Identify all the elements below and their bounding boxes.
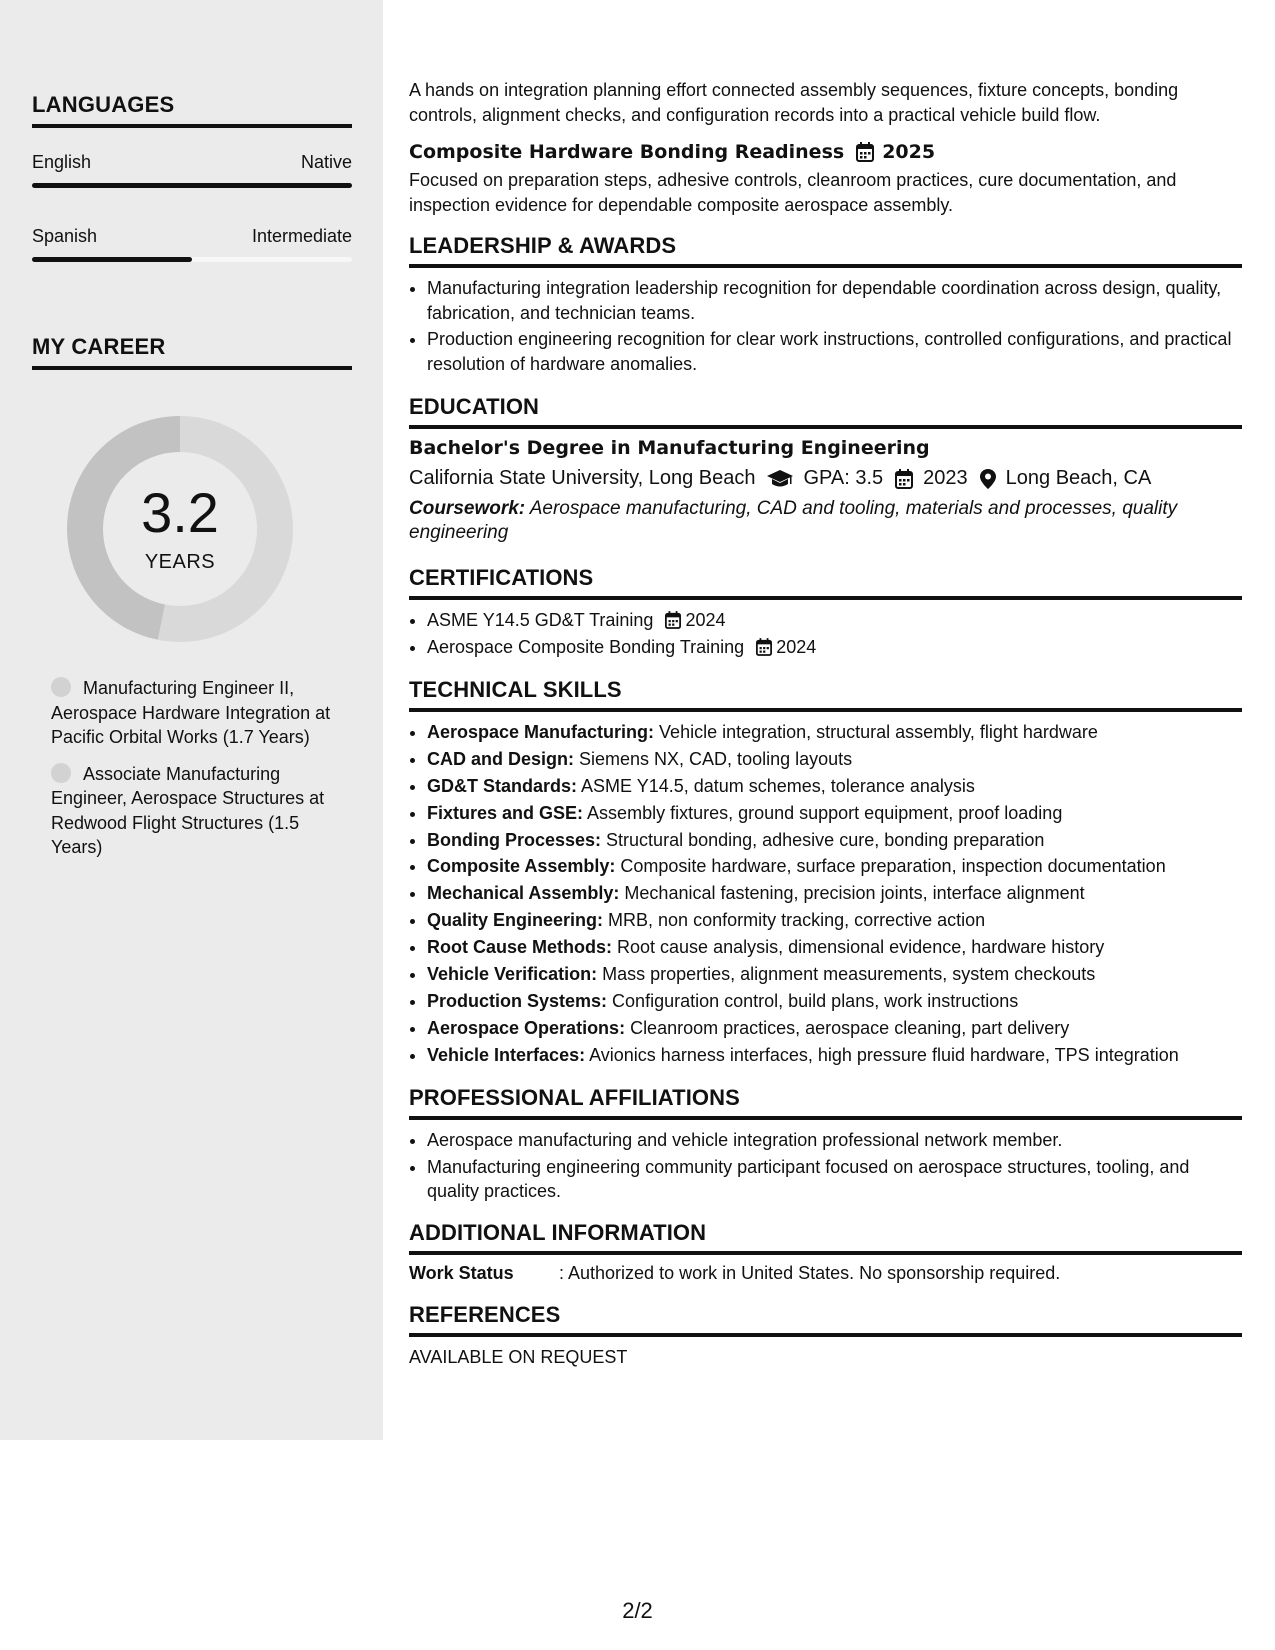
list-item: [427, 854, 1242, 879]
calendar-icon: [756, 638, 772, 656]
list-item: [427, 828, 1242, 853]
education-location: Long Beach, CA: [1005, 467, 1152, 489]
language-proficiency-bar: [32, 183, 352, 188]
education-details: [409, 467, 1242, 490]
career-list: [51, 676, 331, 872]
skill-value: ASME Y14.5, datum schemes, tolerance analysis: [577, 775, 975, 796]
certification-name: ASME Y14.5 GD&T Training: [427, 610, 654, 630]
education-year: 2023: [923, 467, 968, 489]
languages-section: [32, 92, 352, 262]
language-name: Spanish: [32, 226, 98, 246]
project-title-row: [409, 141, 1242, 163]
coursework-label: Coursework:: [409, 498, 526, 519]
list-item: [427, 635, 1242, 660]
list-item: [427, 881, 1242, 906]
leadership-list: [409, 276, 1242, 376]
skill-value: Vehicle integration, structural assembly, flight hardware: [654, 722, 1098, 742]
certifications-list: [409, 608, 1242, 659]
list-item: [427, 908, 1242, 933]
skill-label: Vehicle Verification:: [427, 964, 598, 985]
career-total-unit: YEARS: [144, 551, 216, 573]
list-item: • Production engineering recognition for clear work instructions, controlled configurations, and practical resolution of hardware anomalies.: [427, 327, 1242, 376]
skill-value: Composite hardware, surface preparation, inspection documentation: [615, 856, 1166, 877]
skill-label: Aerospace Manufacturing:: [427, 722, 655, 742]
calendar-icon: [856, 142, 874, 162]
skill-value: Cleanroom practices, aerospace cleaning, part delivery: [625, 1017, 1070, 1038]
work-status-value: : Authorized to work in United States. No sponsorship required.: [559, 1262, 1061, 1283]
page-number: 2/2: [622, 1598, 653, 1623]
career-donut-chart: [66, 415, 294, 643]
career-total-value: 3.2: [141, 481, 219, 544]
list-item: [427, 608, 1242, 633]
references-text: AVAILABLE ON REQUEST: [409, 1346, 628, 1367]
career-item-text: Manufacturing Engineer II, Aerospace Hardware Integration at Pacific Orbital Works (1.7 Years): [51, 678, 331, 747]
skill-label: Quality Engineering:: [427, 910, 604, 931]
project-intro-text: A hands on integration planning effort connected assembly sequences, fixture concepts, bonding controls, alignment checks, and configuration records into a practical vehicle build flow.: [409, 80, 1179, 125]
skill-label: CAD and Design:: [427, 748, 575, 769]
certification-year: 2024: [685, 610, 726, 630]
list-item: [427, 1043, 1242, 1068]
sidebar: [0, 0, 383, 1440]
education-gpa: GPA: 3.5: [803, 467, 884, 489]
skills-heading: TECHNICAL SKILLS: [409, 677, 1242, 712]
languages-heading: LANGUAGES: [32, 92, 352, 128]
skill-value: MRB, non conformity tracking, corrective action: [603, 910, 986, 931]
career-section: [32, 334, 352, 370]
coursework-text: Aerospace manufacturing, CAD and tooling, materials and processes, quality engineering: [409, 498, 1178, 543]
career-item: [51, 676, 331, 750]
list-item: [427, 720, 1242, 745]
skill-value: Mechanical fastening, precision joints, interface alignment: [619, 883, 1085, 904]
certification-name: Aerospace Composite Bonding Training: [427, 636, 745, 657]
project-description: Focused on preparation steps, adhesive controls, cleanroom practices, cure documentation, and inspection evidence for dependable composite aerospace assembly.: [409, 170, 1177, 215]
list-item: • Aerospace manufacturing and vehicle integration professional network member.: [427, 1128, 1242, 1153]
language-item: [32, 152, 352, 188]
leadership-heading: LEADERSHIP & AWARDS: [409, 233, 1242, 268]
language-level: Intermediate: [251, 226, 352, 246]
skill-label: Fixtures and GSE:: [427, 802, 584, 823]
skill-label: Bonding Processes:: [427, 829, 602, 850]
list-item: • Manufacturing engineering community participant focused on aerospace structures, tooling, and quality practices.: [427, 1155, 1242, 1204]
education-coursework: [409, 497, 1242, 545]
education-school: California State University, Long Beach: [409, 467, 756, 489]
language-proficiency-bar: [32, 257, 352, 262]
work-status-label: Work Status: [409, 1262, 514, 1283]
skill-label: Root Cause Methods:: [427, 937, 613, 958]
skill-label: Production Systems:: [427, 990, 608, 1011]
additional-info-heading: ADDITIONAL INFORMATION: [409, 1220, 1242, 1255]
language-item: [32, 226, 352, 262]
project-year: 2025: [882, 141, 936, 163]
list-item: • Manufacturing integration leadership recognition for dependable coordination across design, quality, fabrication, and technician teams.: [427, 276, 1242, 325]
list-item: [427, 935, 1242, 960]
skill-value: Mass properties, alignment measurements, system checkouts: [597, 964, 1096, 985]
main-content: [409, 78, 1242, 1369]
career-heading: MY CAREER: [32, 334, 352, 370]
skill-value: Configuration control, build plans, work instructions: [607, 990, 1019, 1011]
affiliations-list: [409, 1128, 1242, 1204]
list-item: [427, 962, 1242, 987]
location-pin-icon: [980, 469, 996, 489]
career-dot-icon: [51, 677, 71, 697]
references-heading: REFERENCES: [409, 1302, 1242, 1337]
list-item: [427, 747, 1242, 772]
education-degree: Bachelor's Degree in Manufacturing Engineering: [409, 437, 930, 459]
education-heading: EDUCATION: [409, 394, 1242, 429]
language-proficiency-fill: [32, 183, 352, 188]
language-proficiency-fill: [32, 257, 192, 262]
career-item: [51, 762, 331, 860]
career-item-text: Associate Manufacturing Engineer, Aerospace Structures at Redwood Flight Structures (1.5 Years): [51, 763, 325, 857]
skill-label: GD&T Standards:: [427, 775, 578, 796]
list-item: [427, 989, 1242, 1014]
skill-label: Aerospace Operations:: [427, 1017, 626, 1038]
list-item: [427, 1016, 1242, 1041]
graduation-cap-icon: [767, 470, 793, 488]
calendar-icon: [895, 469, 913, 489]
calendar-icon: [665, 611, 681, 629]
career-dot-icon: [51, 763, 71, 783]
list-item: [427, 801, 1242, 826]
skill-value: Root cause analysis, dimensional evidence, hardware history: [612, 937, 1105, 958]
skill-value: Avionics harness interfaces, high pressure fluid hardware, TPS integration: [585, 1044, 1179, 1065]
skill-label: Mechanical Assembly:: [427, 883, 620, 904]
skill-value: Siemens NX, CAD, tooling layouts: [574, 748, 853, 769]
skill-value: Assembly fixtures, ground support equipment, proof loading: [583, 802, 1063, 823]
certification-year: 2024: [776, 636, 817, 657]
skills-list: [409, 720, 1242, 1067]
skill-value: Structural bonding, adhesive cure, bonding preparation: [601, 829, 1045, 850]
language-name: English: [32, 152, 92, 172]
skill-label: Vehicle Interfaces:: [427, 1044, 586, 1065]
skill-label: Composite Assembly:: [427, 856, 616, 877]
project-title: Composite Hardware Bonding Readiness: [409, 141, 845, 163]
language-level: Native: [300, 152, 352, 172]
affiliations-heading: PROFESSIONAL AFFILIATIONS: [409, 1085, 1242, 1120]
work-status-row: [409, 1263, 1242, 1284]
list-item: [427, 774, 1242, 799]
certifications-heading: CERTIFICATIONS: [409, 565, 1242, 600]
